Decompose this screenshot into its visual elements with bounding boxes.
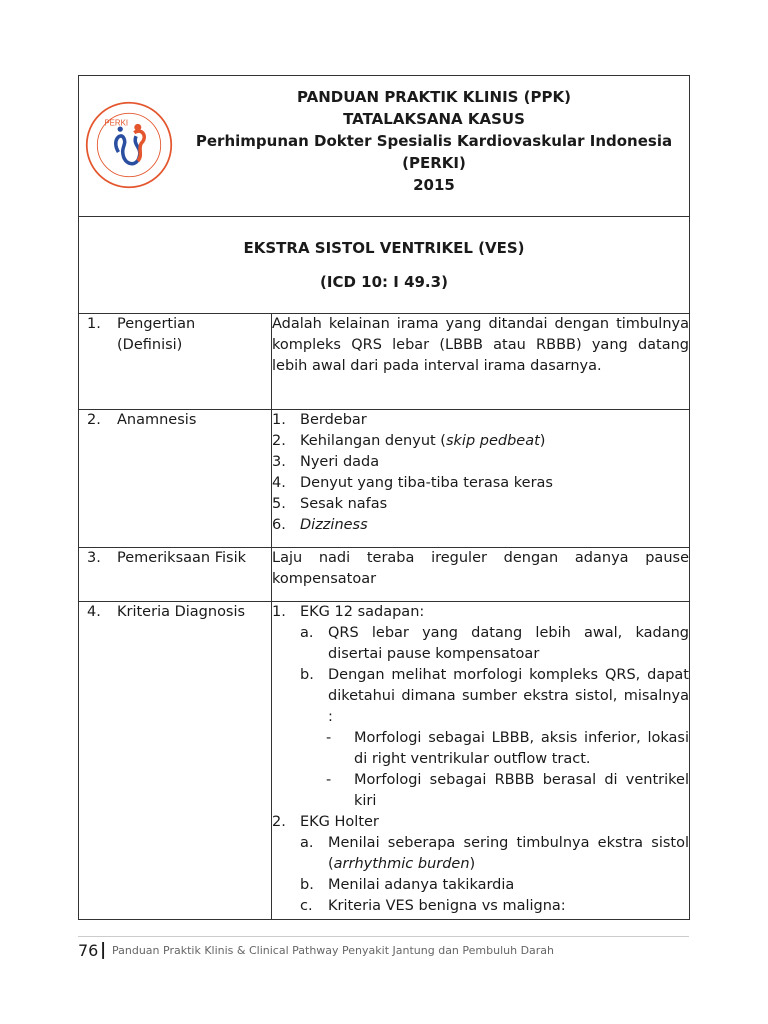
list-item: 1. EKG 12 sadapan: <box>272 604 425 620</box>
page-number: 76 <box>78 941 99 960</box>
document-title <box>79 217 690 314</box>
row-number: 3. <box>87 550 101 566</box>
pemeriksaan-text: Laju nadi teraba ireguler dengan adanya pause kompensatoar <box>272 548 690 602</box>
list-item: 4. Denyut yang tiba-tiba terasa keras <box>272 475 553 491</box>
list-item: 6. Dizziness <box>272 517 368 533</box>
row-label: Pemeriksaan Fisik <box>117 550 246 566</box>
ppk-document-table <box>78 75 690 920</box>
definisi-text: Adalah kelainan irama yang ditandai dengan timbulnya kompleks QRS lebar (LBBB atau RBBB) yang datang lebih awal dari pada interval irama dasarnya. <box>272 314 690 410</box>
list-item: 5. Sesak nafas <box>272 496 388 512</box>
list-item: 2. Kehilangan denyut (skip pedbeat) <box>272 433 546 449</box>
list-item: c. Kriteria VES benigna vs maligna: <box>300 898 566 914</box>
footer-separator: | <box>100 940 107 960</box>
list-item: - Morfologi sebagai RBBB berasal di ventrikel kiri <box>326 772 689 809</box>
row-label: Kriteria Diagnosis <box>117 604 246 620</box>
row-label-pemeriksaan <box>79 548 272 602</box>
logo-perki-text: PERKI <box>104 118 129 128</box>
header-line-1: PANDUAN PRAKTIK KLINIS (PPK) <box>296 88 571 106</box>
row-label: Anamnesis <box>117 412 197 428</box>
row-label: Pengertian <box>117 316 196 332</box>
header-line-4: (PERKI) <box>402 154 466 172</box>
row-label-anamnesis <box>79 410 272 548</box>
header-line-3: Perhimpunan Dokter Spesialis Kardiovaskular Indonesia <box>195 132 673 150</box>
list-item: b. Dengan melihat morfologi kompleks QRS, dapat diketahui dimana sumber ekstra sistol, misalnya : <box>300 667 689 725</box>
footer-text: Panduan Praktik Klinis & Clinical Pathway Penyakit Jantung dan Pembuluh Darah <box>112 944 555 957</box>
page-footer <box>78 936 689 960</box>
perki-logo <box>85 101 173 189</box>
anamnesis-list <box>272 410 690 548</box>
header-line-2: TATALAKSANA KASUS <box>343 110 525 128</box>
list-item: 3. Nyeri dada <box>272 454 380 470</box>
list-item: b. Menilai adanya takikardia <box>300 877 515 893</box>
row-number: 4. <box>87 604 101 620</box>
row-label-kriteria <box>79 602 272 920</box>
list-item: a. Menilai seberapa sering timbulnya ekstra sistol (arrhythmic burden) <box>300 835 689 872</box>
title-icd: (ICD 10: I 49.3) <box>320 273 448 291</box>
kriteria-list <box>272 602 690 920</box>
list-item: 2. EKG Holter <box>272 814 379 830</box>
document-header <box>79 76 690 217</box>
list-item: 1. Berdebar <box>272 412 367 428</box>
header-title-block <box>189 86 679 196</box>
row-label-sub: (Definisi) <box>117 337 183 353</box>
row-label-definisi <box>79 314 272 410</box>
title-main: EKSTRA SISTOL VENTRIKEL (VES) <box>243 239 525 257</box>
header-line-5: 2015 <box>413 176 455 194</box>
row-number: 2. <box>87 412 101 428</box>
list-item: a. QRS lebar yang datang lebih awal, kadang disertai pause kompensatoar <box>300 625 689 662</box>
row-number: 1. <box>87 316 101 332</box>
list-item: - Morfologi sebagai LBBB, aksis inferior, lokasi di right ventrikular outflow tract. <box>326 730 689 767</box>
